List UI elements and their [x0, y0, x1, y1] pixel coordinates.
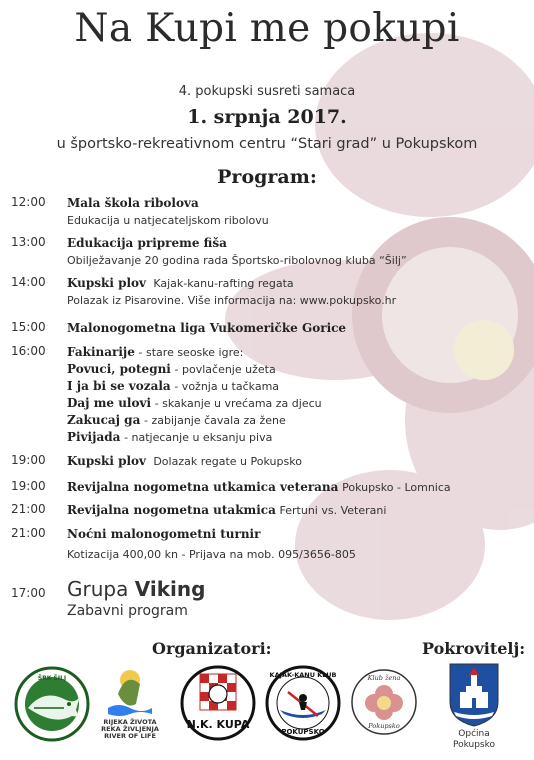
concert-desc: Zabavni program: [67, 603, 188, 619]
game-title: Zakucaj ga: [67, 413, 141, 427]
program-desc: Kotizacija 400,00 kn - Prijava na mob. 095/3656-805: [67, 548, 356, 561]
program-time: 21:00: [11, 526, 46, 540]
program-desc: Edukacija u natjecateljskom ribolovu: [67, 214, 269, 227]
program-title: Mala škola ribolova: [67, 196, 199, 210]
program-time: 16:00: [11, 344, 46, 358]
program-title: Fakinarije: [67, 345, 135, 359]
game-title: Daj me ulovi: [67, 396, 152, 410]
rijeka-line2: REKA ŽIVLJENJA: [101, 725, 159, 733]
opcina-pokupsko-coat-of-arms: [446, 662, 502, 728]
rijeka-line3: RIVER OF LIFE: [104, 732, 156, 740]
program-desc: Kajak-kanu-rafting regata: [153, 277, 294, 290]
event-venue: u športsko-rekreativnom centru “Stari grad” u Pokupskom: [56, 136, 478, 152]
program-time: 15:00: [11, 320, 46, 334]
game-desc: - skakanje u vrećama za djecu: [154, 397, 322, 410]
nk-kupa-logo: [180, 664, 256, 742]
klub-logo-top: Klub žena: [367, 674, 401, 682]
program-link-text: Polazak iz Pisarovine. Više informacija na: www.pokupsko.hr: [67, 294, 397, 307]
program-heading: Program:: [217, 166, 317, 188]
program-desc: Obilježavanje 20 godina rada Športsko-ribolovnog kluba “Šilj”: [67, 254, 407, 267]
srk-logo-text: ŠRK ŠILJ: [37, 675, 67, 682]
concert-prefix: Grupa: [67, 577, 129, 601]
program-title: Noćni malonogometni turnir: [67, 527, 261, 541]
program-title: Malonogometna liga Vukomeričke Gorice: [67, 321, 347, 335]
opcina-label-line1: Općina: [458, 729, 490, 739]
rijeka-zivota-logo: [101, 664, 159, 740]
program-time: 21:00: [11, 502, 46, 516]
sponsor-heading: Pokrovitelj:: [422, 639, 526, 658]
game-title: I ja bi se vozala: [67, 379, 171, 393]
kajak-kanu-logo: [264, 664, 342, 742]
program-desc: Pokupsko - Lomnica: [342, 481, 451, 494]
program-title: Revijalna nogometna utkamica veterana: [67, 480, 339, 494]
concert-time: 17:00: [11, 586, 46, 600]
opcina-label-line2: Pokupsko: [452, 740, 496, 750]
game-desc: - natjecanje u eksanju piva: [124, 431, 273, 444]
program-title: Kupski plov: [67, 276, 147, 290]
program-time: 14:00: [11, 275, 46, 289]
program-title: Revijalna nogometna utakmica: [67, 503, 276, 517]
srk-silj-logo: [14, 666, 90, 742]
program-title: Kupski plov: [67, 454, 147, 468]
event-subtitle: 4. pokupski susreti samaca: [178, 84, 356, 99]
program-title: Edukacija pripreme fiša: [67, 236, 227, 250]
program-time: 19:00: [11, 453, 46, 467]
game-title: Povuci, potegni: [67, 362, 171, 376]
program-time: 12:00: [11, 195, 46, 209]
game-title: Pivijada: [67, 430, 121, 444]
kajak-logo-top: KAJAK-KANU KLUB: [269, 671, 337, 679]
program-time: 13:00: [11, 235, 46, 249]
program-desc: Fertuni vs. Veterani: [279, 504, 387, 517]
klub-logo-bottom: Pokupsko: [368, 722, 400, 730]
kajak-logo-bottom: POKUPSKO: [281, 728, 325, 736]
opcina-label: [440, 729, 508, 751]
nk-logo-text: N.K. KUPA: [186, 718, 250, 731]
page-title: Na Kupi me pokupi: [74, 6, 460, 51]
game-desc: - povlačenje užeta: [174, 363, 276, 376]
event-date: 1. srpnja 2017.: [187, 106, 347, 128]
rijeka-line1: RIJEKA ŽIVOTA: [103, 718, 157, 726]
game-desc: - zabijanje čavala za žene: [144, 414, 286, 427]
organizers-heading: Organizatori:: [152, 639, 272, 658]
klub-zena-logo: [350, 664, 418, 740]
concert-band: Viking: [134, 577, 206, 601]
program-time: 19:00: [11, 479, 46, 493]
program-desc: - stare seoske igre:: [138, 346, 244, 359]
game-desc: - vožnja u tačkama: [174, 380, 280, 393]
program-desc: Dolazak regate u Pokupsko: [153, 455, 302, 468]
